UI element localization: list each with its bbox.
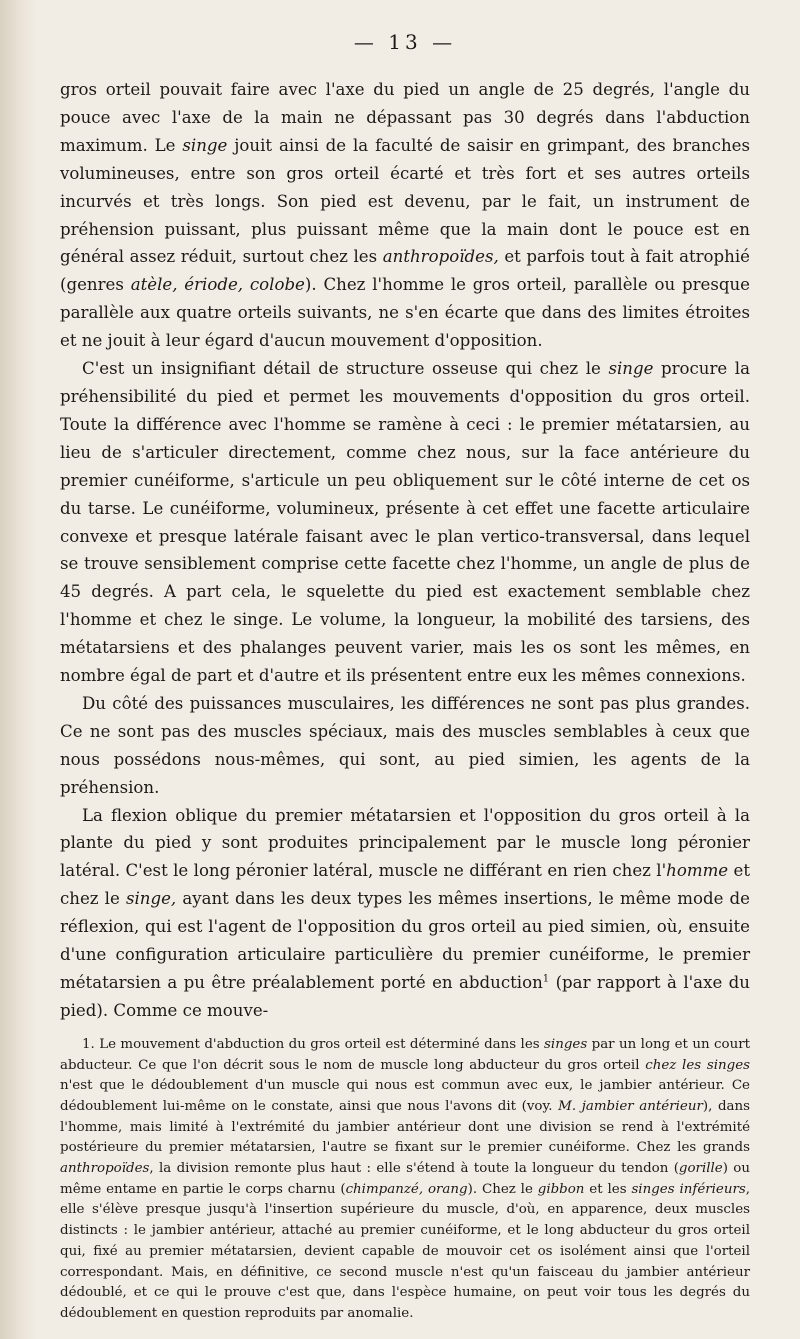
paragraph-1: gros orteil pouvait faire avec l'axe du pied un angle de 25 degrés, l'angle du pouce avec l'axe de la main ne dépassant pas 30 degrés dans l'abduction maximum. Le singe jouit ainsi de la faculté de saisir en grimpant, des branches volumineuses, entre son gros orteil écarté et très fort et ses autres orteils incurvés et très longs. Son pied est devenu, par le fait, un instrument de préhension puissant, plus puissant même que la main dont le pouce est en général assez réduit, surtout chez les anthropoïdes, et parfois tout à fait atrophié (genres atèle, ériode, colobe). Chez l'homme le gros orteil, parallèle ou presque parallèle aux quatre orteils suivants, ne s'en écarte que dans des limites étroites et ne jouit à leur égard d'aucun mouvement d'opposition. bbox=[60, 80, 750, 351]
paragraph-2: C'est un insignifiant détail de structure osseuse qui chez le singe procure la préhensibilité du pied et permet les mouvements d'opposition du gros orteil. Toute la différence avec l'homme se ramène à ceci : le premier métatarsien, au lieu de s'articuler directement, comme chez nous, sur la face antérieure du premier cunéiforme, s'articule un peu obliquement sur le côté interne de cet os du tarse. Le cunéiforme, volumineux, présente à cet effet une facette articulaire convexe et presque latérale faisant avec le plan vertico-transversal, dans lequel se trouve sensiblement comprise cette facette chez l'homme, un angle de plus de 45 degrés. A part cela, le squelette du pied est exactement semblable chez l'homme et chez le singe. Le volume, la longueur, la mobilité des tarsiens, des métatarsiens et des phalanges peuvent varier, mais les os sont les mêmes, en nombre égal de part et d'autre et ils présentent entre eux les mêmes connexions. bbox=[60, 359, 750, 686]
paragraph-4: La flexion oblique du premier métatarsien et l'opposition du gros orteil à la plante du pied y sont produites principalement par le muscle long péronier latéral. C'est le long péronier latéral, muscle ne différant en rien chez l'homme et chez le singe, ayant dans les deux types les mêmes insertions, le même mode de réflexion, qui est l'agent de l'opposition du gros orteil au pied simien, où, ensuite d'une configuration articulaire particulière du premier cunéiforme, le premier métatarsien a pu être préalablement porté en abduction$^1$ (par rapport à l'axe du pied). Comme ce mouve- bbox=[60, 805, 750, 1020]
page-edge-shadow bbox=[0, 0, 36, 1339]
book-page bbox=[60, 30, 750, 1325]
paragraph-3: Du côté des puissances musculaires, les différences ne sont pas plus grandes. Ce ne sont pas des muscles spéciaux, mais des muscles semblables à ceux que nous possédons nous-mêmes, qui sont, au pied simien, les agents de la préhension. bbox=[60, 693, 750, 797]
footnote-reference[interactable]: 1 bbox=[542, 973, 550, 985]
main-text bbox=[60, 76, 750, 1025]
page-number: — 13 — bbox=[353, 30, 457, 54]
footnotes bbox=[60, 1035, 750, 1325]
footnote-1: 1. Le mouvement d'abduction du gros orteil est déterminé dans les singes par un long et un court abducteur. Ce que l'on décrit sous le nom de muscle long abducteur du gros orteil chez les singes n'est que le dédoublement d'un muscle qui nous est commun avec eux, le jambier antérieur. Ce dédoublement lui-même on le constate, ainsi que nous l'avons dit (voy. M. jambier antérieur), dans l'homme, mais limité à l'extrémité du jambier antérieur dont une division se rend à l'extrémité postérieure du premier métatarsien, l'autre se fixant sur le premier cunéiforme. Chez les grands anthropoïdes, la division remonte plus haut : elle s'étend à toute la longueur du tendon (gorille) ou même entame en partie le corps charnu (chimpanzé, orang). Chez le gibbon et les singes inférieurs, elle s'élève presque jusqu'à l'insertion supérieure du muscle, d'où, en apparence, deux muscles distincts : le jambier antérieur, attaché au premier cunéiforme, et le long abducteur du gros orteil qui, fixé au premier métatarsien, devient capable de mouvoir cet os isolément ainsi que l'orteil correspondant. Mais, en définitive, ce second muscle n'est qu'un faisceau du jambier antérieur dédoublé, et ce qui le prouve c'est que, dans l'espèce humaine, on peut voir tous les degrés du dédoublement en question reproduits par anomalie. bbox=[60, 1036, 751, 1321]
